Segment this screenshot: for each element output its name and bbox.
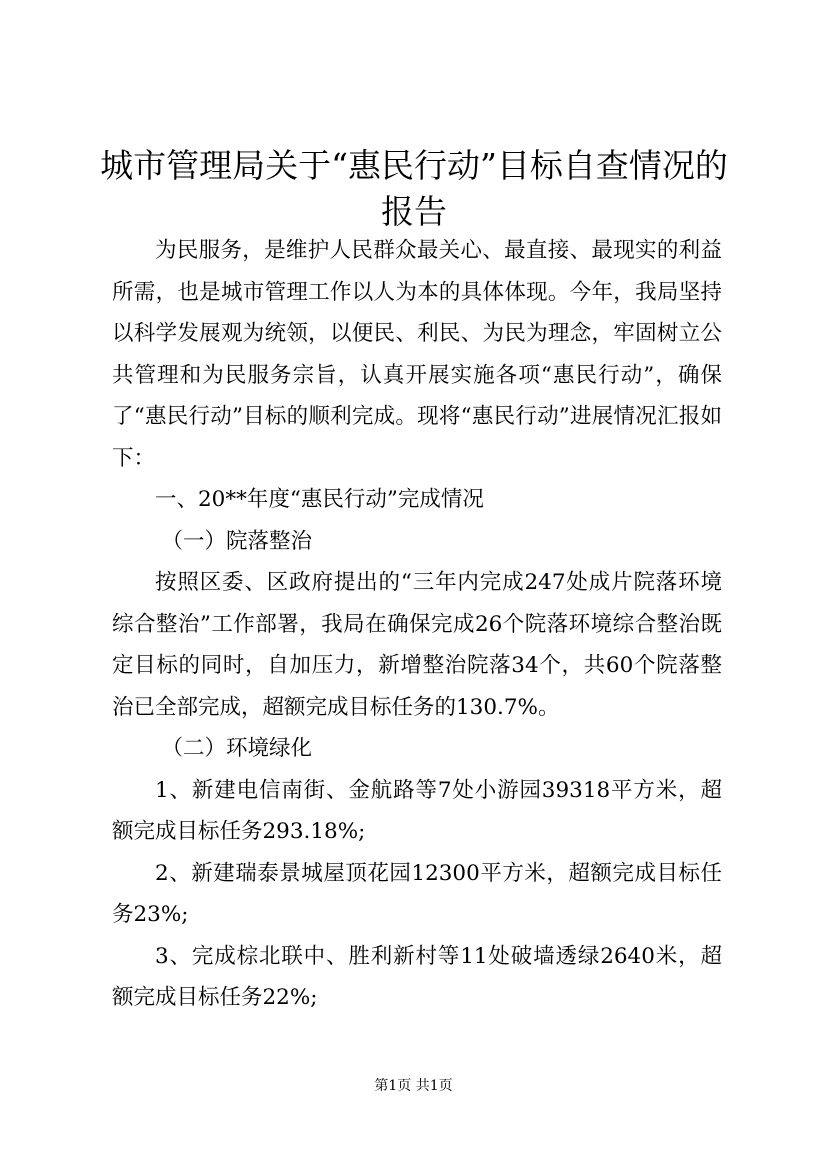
courtyard-paragraph: 按照区委、区政府提出的“三年内完成247处成片院落环境综合整治”工作部署，我局在确保完成26个院落环境综合整治既定目标的同时，自加压力，新增整治院落34个，共60个院落整治已全部完成，超额完成目标任务的130.7%。 [112, 570, 722, 720]
section-heading-1: 一、20**年度“惠民行动”完成情况 [155, 487, 484, 512]
greening-item-2: 2、新建瑞泰景城屋顶花园12300平方米，超额完成目标任务23%; [112, 860, 722, 927]
greening-item-3: 3、完成棕北联中、胜利新村等11处破墙透绿2640米，超额完成目标任务22%; [112, 943, 722, 1010]
intro-paragraph: 为民服务，是维护人民群众最关心、最直接、最现实的利益所需，也是城市管理工作以人为本的具体体现。今年，我局坚持以科学发展观为统领，以便民、利民、为民为理念，牢固树立公共管理和为民服务宗旨，认真开展实施各项“惠民行动”，确保了“惠民行动”目标的顺利完成。现将“惠民行动”进展情况汇报如下： [112, 238, 722, 471]
document-body [112, 230, 722, 1019]
page-footer: 第1页 共1页 [374, 1078, 453, 1094]
document-title: 城市管理局关于“惠民行动”目标自查情况的报告 [100, 146, 728, 231]
greening-item-1: 1、新建电信南街、金航路等7处小游园39318平方米，超额完成目标任务293.18%; [112, 777, 722, 844]
subsection-heading-2: （二）环境绿化 [161, 736, 312, 761]
subsection-heading-1: （一）院落整治 [161, 528, 312, 554]
